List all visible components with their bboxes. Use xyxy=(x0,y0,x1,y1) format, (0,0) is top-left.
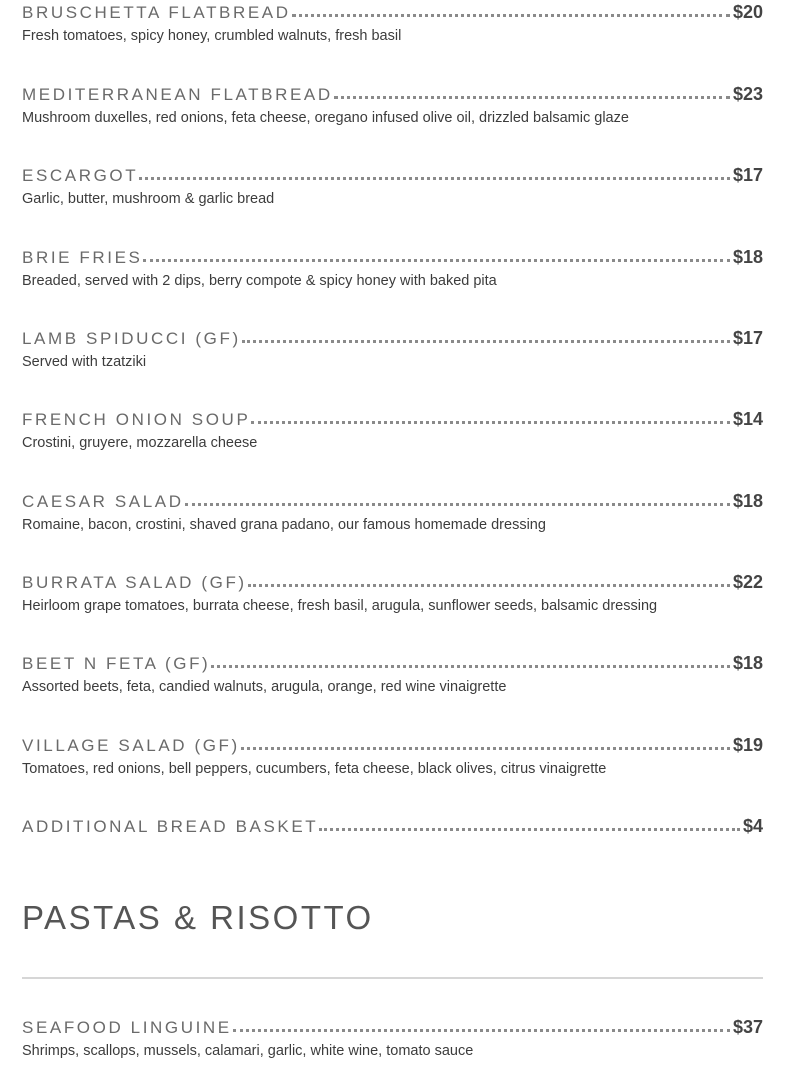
menu-item-name: SEAFOOD LINGUINE xyxy=(22,1018,232,1037)
menu-item-description: Breaded, served with 2 dips, berry compote & spicy honey with baked pita xyxy=(22,273,497,289)
dot-leader xyxy=(185,503,730,506)
menu-item xyxy=(22,84,763,126)
menu-item-name: BEET N FETA (GF) xyxy=(22,654,211,673)
menu-item xyxy=(22,2,763,44)
menu-item xyxy=(22,1017,763,1059)
dot-leader xyxy=(242,340,730,343)
menu-item xyxy=(22,735,763,777)
menu-item-price: $17 xyxy=(732,328,763,348)
menu-item-name: ADDITIONAL BREAD BASKET xyxy=(22,817,319,836)
menu-item-description: Romaine, bacon, crostini, shaved grana padano, our famous homemade dressing xyxy=(22,517,546,533)
dot-leader xyxy=(143,259,729,262)
dot-leader xyxy=(241,747,730,750)
menu-item-price: $14 xyxy=(732,409,763,429)
menu-item-price: $18 xyxy=(732,247,763,267)
dot-leader xyxy=(319,828,740,831)
dot-leader xyxy=(292,14,730,17)
dot-leader xyxy=(251,421,730,424)
dot-leader xyxy=(334,96,730,99)
menu-item-description: Heirloom grape tomatoes, burrata cheese, fresh basil, arugula, sunflower seeds, balsamic dressing xyxy=(22,598,658,614)
menu-item-name: LAMB SPIDUCCI (GF) xyxy=(22,329,241,348)
menu-item-name: VILLAGE SALAD (GF) xyxy=(22,736,240,755)
section-divider xyxy=(22,977,763,979)
menu-item-description: Assorted beets, feta, candied walnuts, arugula, orange, red wine vinaigrette xyxy=(22,679,507,695)
menu-item-name: BRIE FRIES xyxy=(22,248,143,267)
menu-item-description: Fresh tomatoes, spicy honey, crumbled walnuts, fresh basil xyxy=(22,28,402,44)
menu-item-name: BRUSCHETTA FLATBREAD xyxy=(22,3,291,22)
menu-item-name: CAESAR SALAD xyxy=(22,492,184,511)
menu-item-price: $22 xyxy=(732,572,763,592)
menu-item-description: Shrimps, scallops, mussels, calamari, garlic, white wine, tomato sauce xyxy=(22,1043,474,1059)
dot-leader xyxy=(233,1029,730,1032)
menu-item-price: $37 xyxy=(732,1017,763,1037)
menu-item-price: $18 xyxy=(732,653,763,673)
menu-item-description: Tomatoes, red onions, bell peppers, cucumbers, feta cheese, black olives, citrus vinaigrette xyxy=(22,761,607,777)
menu-item-description: Garlic, butter, mushroom & garlic bread xyxy=(22,191,275,207)
menu-item xyxy=(22,572,763,614)
menu-item xyxy=(22,491,763,533)
menu-item-name: BURRATA SALAD (GF) xyxy=(22,573,247,592)
menu-item xyxy=(22,328,763,370)
menu-item xyxy=(22,816,763,840)
dot-leader xyxy=(139,177,730,180)
menu-item-price: $17 xyxy=(732,165,763,185)
menu-item xyxy=(22,247,763,289)
menu-item-price: $18 xyxy=(732,491,763,511)
menu-item-price: $20 xyxy=(732,2,763,22)
menu-item xyxy=(22,165,763,207)
menu-item-name: ESCARGOT xyxy=(22,166,139,185)
menu-item-price: $19 xyxy=(732,735,763,755)
menu-item-name: MEDITERRANEAN FLATBREAD xyxy=(22,85,333,104)
menu-item xyxy=(22,409,763,451)
menu-item-price: $4 xyxy=(742,816,763,836)
dot-leader xyxy=(211,665,730,668)
menu-item-description: Served with tzatziki xyxy=(22,354,147,370)
menu-item-name: FRENCH ONION SOUP xyxy=(22,410,251,429)
menu-item-description: Crostini, gruyere, mozzarella cheese xyxy=(22,435,258,451)
menu-item-description: Mushroom duxelles, red onions, feta cheese, oregano infused olive oil, drizzled balsamic glaze xyxy=(22,110,629,126)
dot-leader xyxy=(248,584,730,587)
menu-item-price: $23 xyxy=(732,84,763,104)
menu-item xyxy=(22,653,763,695)
section-title: PASTAS & RISOTTO xyxy=(22,899,374,936)
